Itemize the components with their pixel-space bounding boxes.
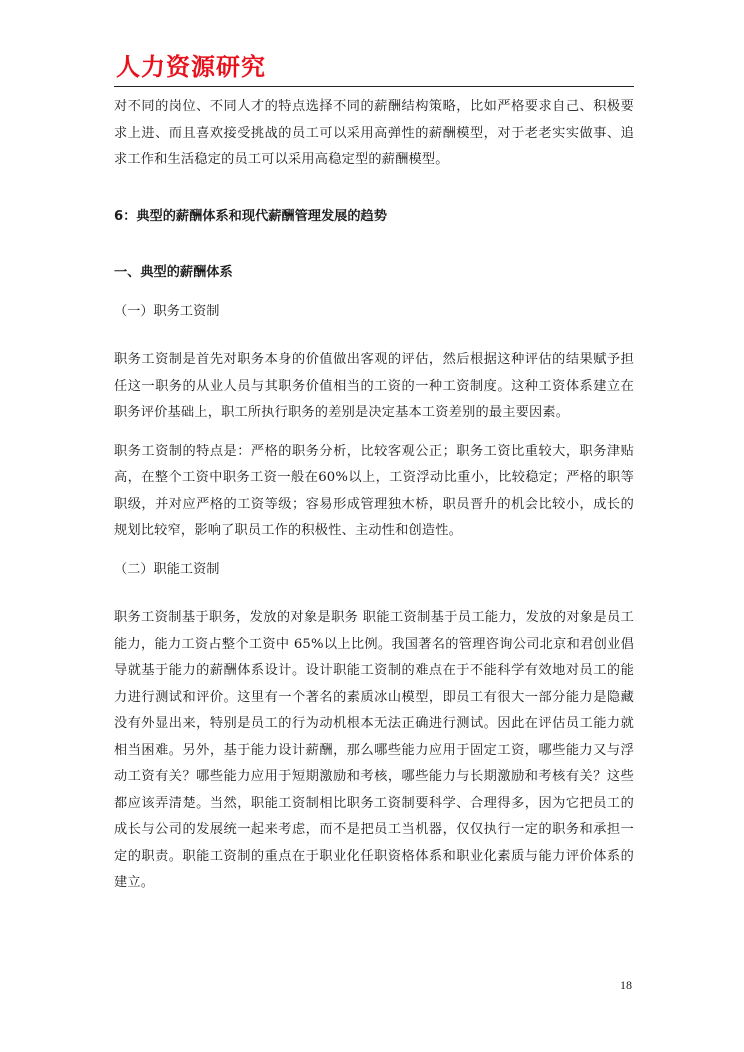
page-header — [114, 48, 634, 87]
sub-heading-competency-wage: （二）职能工资制 — [114, 561, 220, 577]
section-heading: 6：典型的薪酬体系和现代薪酬管理发展的趋势 — [114, 208, 387, 224]
paragraph-position-wage-definition: 职务工资制是首先对职务本身的价值做出客观的评估，然后根据这种评估的结果赋予担任这一职务的从业人员与其职务价值相当的工资的一种工资制度。这种工资体系建立在职务评价基础上，职工所执行职务的差别是决定基本工资差别的最主要因素。 — [114, 352, 634, 420]
sub-heading-position-wage: （一）职务工资制 — [114, 303, 220, 319]
paragraph-competency-wage: 职务工资制基于职务，发放的对象是职务 职能工资制基于员工能力，发放的对象是员工能力，能力工资占整个工资中 65%以上比例。我国著名的管理咨询公司北京和君创业倡导就基于能力的薪酬体系设计。设计职能工资制的难点在于不能科学有效地对员工的能力进行测试和评价。这里有一个著名的素质冰山模型，即员工有很大一部分能力是隐藏没有外显出来，特别是员工的行为动机根本无法正确进行测试。因此在评估员工能力就相当困难。另外，基于能力设计薪酬，那么哪些能力应用于固定工资，哪些能力又与浮动工资有关？哪些能力应用于短期激励和考核，哪些能力与长期激励和考核有关？这些都应该弄清楚。当然，职能工资制相比职务工资制要科学、合理得多，因为它把员工的成长与公司的发展统一起来考虑，而不是把员工当机器，仅仅执行一定的职务和承担一定的职责。职能工资制的重点在于职业化任职资格体系和职业化素质与能力评价体系的建立。 — [114, 610, 634, 890]
header-title: 人力资源研究 — [116, 53, 266, 81]
paragraph-salary-strategy: 对不同的岗位、不同人才的特点选择不同的薪酬结构策略，比如严格要求自己、积极要求上进、而且喜欢接受挑战的员工可以采用高弹性的薪酬模型，对于老老实实做事、追求工作和生活稳定的员工可以采用高稳定型的薪酬模型。 — [114, 99, 634, 167]
page-number: 18 — [620, 978, 632, 992]
subsection-heading: 一、典型的薪酬体系 — [114, 265, 233, 280]
document-body — [114, 94, 634, 897]
paragraph-position-wage-features: 职务工资制的特点是：严格的职务分析，比较客观公正；职务工资比重较大，职务津贴高，在整个工资中职务工资一般在60%以上，工资浮动比重小，比较稳定；严格的职等职级，并对应严格的工资等级；容易形成管理独木桥，职员晋升的机会比较小，成长的规划比较窄，影响了职员工作的积极性、主动性和创造性。 — [114, 443, 634, 538]
